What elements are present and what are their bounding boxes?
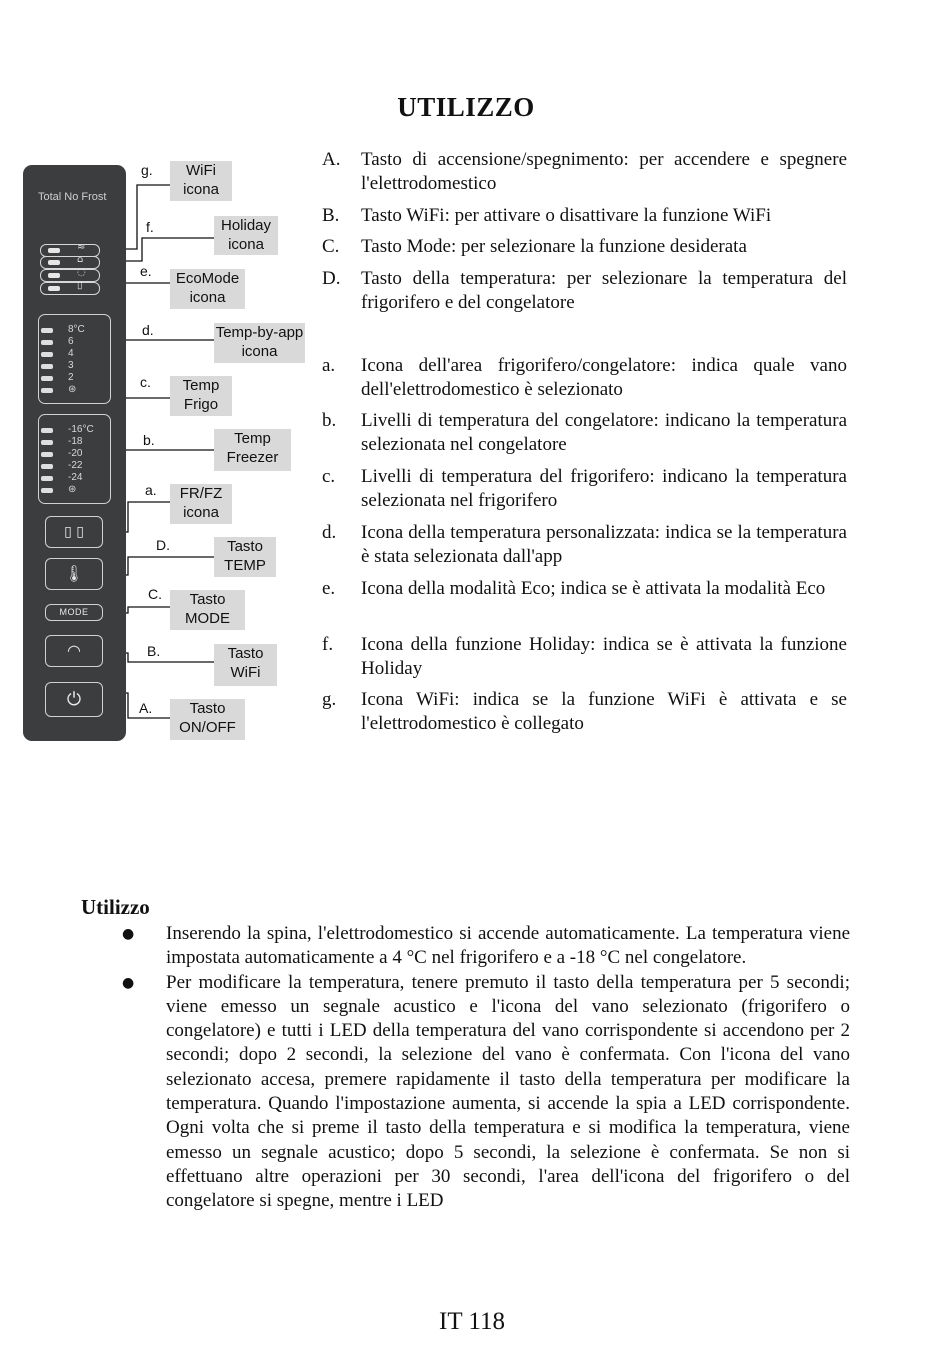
callout-letter: B. [147, 643, 161, 659]
callout-box-tasto-wifi: Tasto WiFi [214, 644, 277, 686]
callout-letter: b. [143, 432, 155, 448]
callout-letter: d. [142, 322, 154, 338]
power-icon: ⏻ [66, 689, 82, 710]
callout-letter: a. [145, 482, 157, 498]
app-icon: ▯ [77, 280, 83, 291]
app-indicator-row [40, 282, 100, 295]
callout-letter: C. [148, 586, 162, 602]
fr-fz-zone-button[interactable] [45, 516, 103, 548]
callout-box-holiday: Holiday icona [214, 216, 278, 255]
callout-letter: g. [141, 162, 153, 178]
callout-letter: c. [140, 374, 151, 390]
callout-box-temp-freezer: Temp Freezer [214, 429, 291, 471]
bullet-icon: ● [122, 926, 135, 942]
freezer-zone-icon: ⊛ [68, 484, 77, 495]
callout-box-temp-frigo: Temp Frigo [170, 376, 232, 416]
thermometer-icon: 🌡 [63, 564, 85, 583]
fridge-zone-icon: ⊛ [68, 384, 77, 395]
callout-box-tasto-mode: Tasto MODE [170, 590, 245, 630]
callout-box-tasto-onoff: Tasto ON/OFF [170, 699, 245, 740]
temp-button[interactable] [45, 558, 103, 590]
callout-box-tasto-temp: Tasto TEMP [214, 537, 276, 577]
bullet-icon: ● [122, 974, 135, 991]
power-button[interactable] [45, 682, 103, 717]
instruction-list [120, 922, 850, 1214]
wifi-icon: ◠ [67, 641, 81, 660]
eco-icon: ◌ [77, 267, 86, 278]
section-heading: Utilizzo [81, 895, 150, 919]
callout-box-temp-by-app: Temp-by-app icona [214, 323, 305, 363]
page-title: UTILIZZO [397, 92, 535, 122]
callout-box-fr-fz: FR/FZ icona [170, 484, 232, 524]
eco-indicator-row [40, 269, 100, 282]
mode-button[interactable]: MODE [45, 604, 103, 621]
callout-letter: e. [140, 263, 152, 279]
control-panel: Total No Frost ≈ ⌂ ◌ ▯ 8°C 6 4 3 2 ⊛ -16°C -18 -20 -22 -24 ⊛ ▯ ▯ 🌡 MODE ◠ ⏻ [23, 165, 126, 741]
callout-box-ecomode: EcoMode icona [170, 269, 245, 309]
page-footer: IT 118 [439, 1308, 505, 1335]
panel-brand: Total No Frost [38, 191, 107, 203]
holiday-icon: ⌂ [77, 254, 84, 265]
holiday-indicator-row [40, 256, 100, 269]
bullet-item: ● Per modificare la temperatura, tenere premuto il tasto della temperatura per 5 secondi; viene emesso un segnale acustico e l'icona del vano selezionato (frigorifero o congelatore) e tutti i LED della temperatura del vano corrispondente si accendono per 2 secondi; dopo 2 secondi, la selezione del vano è confermata. Con l'icona del vano selezionato accesa, premere rapidamente il tasto della temperatura per modificare la temperatura. Quando l'impostazione aumenta, si accende la spia a LED corrispondente. Ogni volta che si preme il tasto della temperatura e si modifica la temperatura, viene emesso un segnale acustico; dopo 5 secondi, la selezione è confermata. Se non si effettuano altre operazioni per 30 secondi, l'area dell'icona del frigorifero o del congelatore si spegne, mentre i LED [122, 971, 850, 1212]
callout-letter: f. [146, 219, 154, 235]
bullet-item: ● Inserendo la spina, l'elettrodomestico si accende automaticamente. La temperatura viene impostata automaticamente a 4 °C nel frigorifero e a -18 °C nel congelatore. [122, 923, 850, 969]
callout-letter: D. [156, 537, 170, 553]
fridge-freezer-icon: ▯ ▯ [64, 524, 84, 540]
callout-letter: A. [139, 700, 153, 716]
wifi-icon: ≈ [77, 242, 86, 253]
wifi-button[interactable] [45, 635, 103, 667]
callout-box-wifi: WiFi icona [170, 161, 232, 201]
